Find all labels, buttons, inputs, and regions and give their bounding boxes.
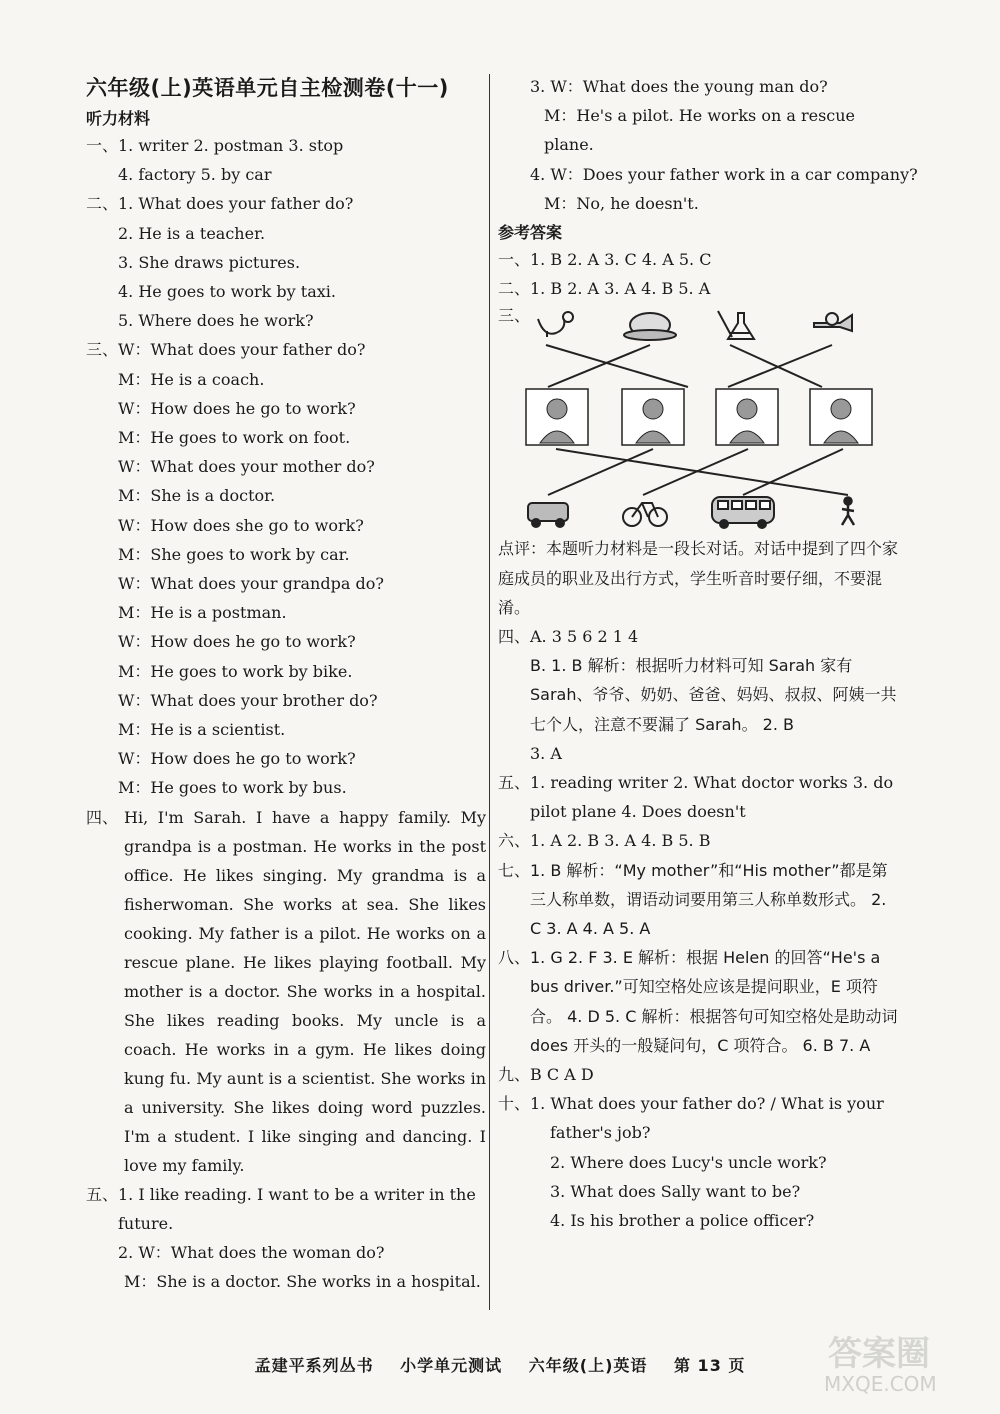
- person-portraits: [526, 389, 872, 445]
- listening-s3-line: W：What does your grandpa do?: [118, 574, 384, 594]
- answer-section-1: 一、1. B 2. A 3. C 4. A 5. C: [498, 250, 712, 270]
- answers-heading: 参考答案: [498, 223, 563, 243]
- watermark-logo: [824, 1326, 974, 1396]
- answer-section-10-line2: 2. Where does Lucy's uncle work?: [550, 1152, 827, 1172]
- listening-s3-line: W：What does your brother do?: [118, 690, 378, 710]
- listening-s3-line: W：How does he go to work?: [118, 749, 356, 769]
- listening-s3-line: M：He goes to work by bike.: [118, 661, 353, 681]
- listening-s2-line2: 2. He is a teacher.: [118, 223, 266, 243]
- listening-s3-line: M：He is a scientist.: [118, 720, 286, 740]
- answer-section-10-line3: 3. What does Sally want to be?: [550, 1181, 801, 1201]
- listening-s5-line1: 五、1. I like reading. I want to be a writer in the future.: [86, 1184, 476, 1233]
- footer-page-number: 第 13 页: [673, 1356, 746, 1375]
- answer-section-10-line4: 4. Is his brother a police officer?: [550, 1211, 815, 1231]
- bicycle-icon: [623, 503, 667, 526]
- listening-s1-line2: 4. factory 5. by car: [118, 165, 272, 185]
- listening-s3-line: M：He goes to work on foot.: [118, 428, 351, 448]
- listening-s5-line4: 3. W：What does the young man do?: [530, 77, 828, 96]
- answer-section-6: 六、1. A 2. B 3. A 4. B 5. B: [498, 831, 711, 851]
- footer-series: 孟建平系列丛书: [254, 1356, 374, 1375]
- footer-grade: 六年级(上)英语: [528, 1356, 648, 1375]
- listening-s3-line: 三、W：What does your father do?: [86, 340, 366, 360]
- listening-s2-line1: 二、1. What does your father do?: [86, 194, 354, 214]
- walking-person-icon: [842, 498, 854, 526]
- answer-section-4c: 3. A: [530, 743, 562, 763]
- answer-section-10-line1: 十、1. What does your father do? / What is your father's job?: [498, 1094, 884, 1143]
- answer-section-3-label: 三、: [498, 306, 531, 326]
- listening-s3-line: W：What does your mother do?: [118, 457, 375, 477]
- answer-section-9: 九、B C A D: [498, 1065, 594, 1085]
- listening-s5-line7: M：No, he doesn't.: [544, 193, 699, 213]
- car-icon: [528, 503, 568, 527]
- listening-s4-passage: Hi, I'm Sarah. I have a happy family. My grandpa is a postman. He works in the post office. He likes singing. My grandma is a fisherwoman. She works at sea. She likes cooking. My father is a pilot. He works on a rescue plane. He likes playing football. My mother is a doctor. She works in a hospital. She likes reading books. My uncle is a coach. He works in a gym. He likes doing kung fu. My aunt is a scientist. She works in a university. She likes doing word puzzles. I'm a student. I like singing and dancing. I love my family.: [124, 807, 486, 1175]
- listening-s4-label: 四、: [86, 807, 119, 827]
- whistle-icon: [814, 313, 852, 331]
- footer-book: 小学单元测试: [400, 1356, 503, 1375]
- listening-s2-line3: 3. She draws pictures.: [118, 252, 301, 272]
- watermark-url: MXQE.COM: [824, 1372, 937, 1396]
- matching-diagram: [498, 305, 878, 530]
- listening-s3-line: W：How does he go to work?: [118, 398, 356, 418]
- listening-s2-line4: 4. He goes to work by taxi.: [118, 282, 336, 302]
- answer-section-5: 五、1. reading writer 2. What doctor works 3. do pilot plane 4. Does doesn't: [498, 773, 894, 822]
- listening-s3-line: M：He goes to work by bus.: [118, 778, 347, 798]
- column-divider: [489, 74, 490, 1310]
- right-column: [498, 72, 918, 1235]
- watermark-title: 答案圈: [828, 1334, 930, 1374]
- listening-s5-line6: 4. W：Does your father work in a car company?: [530, 164, 918, 184]
- beaker-icon: [718, 311, 754, 339]
- listening-s3-line: W：How does she go to work?: [118, 515, 364, 535]
- answer-section-2: 二、1. B 2. A 3. A 4. B 5. A: [498, 279, 711, 299]
- page-title: 六年级(上)英语单元自主检测卷(十一): [86, 76, 449, 100]
- listening-s1-line1: 一、1. writer 2. postman 3. stop: [86, 136, 344, 155]
- listening-s5-line2: 2. W：What does the woman do?: [118, 1243, 385, 1263]
- listening-heading: 听力材料: [86, 109, 151, 128]
- answer-section-8: 八、1. G 2. F 3. E 解析：根据 Helen 的回答“He's a bus driver.”可知空格处应该是提问职业，E 项符合。 4. D 5. C 解析：根据答句可知空格处是助动词 does 开头的一般疑问句，C 项符合。 6. B 7. A: [498, 948, 898, 1055]
- listening-s3-line: M：He is a coach.: [118, 369, 265, 389]
- answer-section-7: 七、1. B 解析：“My mother”和“His mother”都是第三人称单数，谓语动词要用第三人称单数形式。 2. C 3. A 4. A 5. A: [498, 860, 888, 939]
- listening-s5-line3: M：She is a doctor. She works in a hospital.: [124, 1272, 481, 1292]
- answer-section-4a: 四、A. 3 5 6 2 1 4: [498, 627, 639, 647]
- bus-icon: [712, 497, 774, 528]
- listening-s5-line5: M：He's a pilot. He works on a rescue plane.: [544, 106, 856, 155]
- listening-s3-line: M：She is a doctor.: [118, 486, 276, 506]
- matching-figure: [498, 305, 878, 530]
- postman-hat-icon: [624, 313, 676, 340]
- listening-s3-line: W：How does he go to work?: [118, 632, 356, 652]
- stethoscope-icon: [538, 312, 573, 337]
- answer-section-3-comment: 点评：本题听力材料是一段长对话。对话中提到了四个家庭成员的职业及出行方式，学生听音时要仔细，不要混淆。: [498, 539, 899, 617]
- answer-section-4b: B. 1. B 解析：根据听力材料可知 Sarah 家有 Sarah、爷爷、奶奶、爸爸、妈妈、叔叔、阿姨一共七个人，注意不要漏了 Sarah。 2. B: [530, 656, 897, 734]
- listening-s3-line: M：He is a postman.: [118, 603, 287, 623]
- listening-s3-line: M：She goes to work by car.: [118, 544, 350, 564]
- left-column: [86, 72, 486, 1296]
- listening-s2-line5: 5. Where does he work?: [118, 311, 314, 331]
